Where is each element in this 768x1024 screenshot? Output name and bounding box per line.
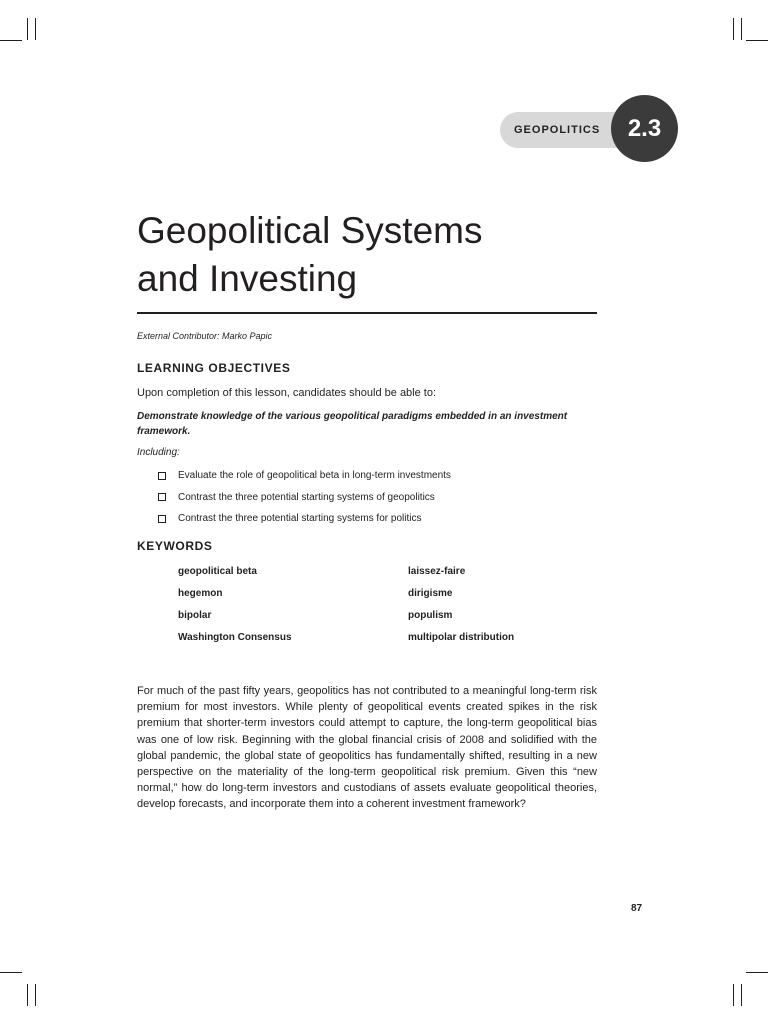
page-title-line: Geopolitical Systems [137, 210, 483, 251]
learning-objectives-heading: LEARNING OBJECTIVES [137, 361, 291, 375]
objectives-intro: Upon completion of this lesson, candidates should be able to: [137, 387, 437, 399]
keyword: geopolitical beta [178, 566, 257, 577]
body-paragraph: For much of the past fifty years, geopolitics has not contributed to a meaningful long-term risk premium for most investors. While plenty of geopolitical events created spikes in the risk premium that shorter-term investors could attempt to capture, the long-term geopolitical bias was one of low risk. Beginning with the global financial crisis of 2008 and solidified with the global pandemic, the global state of geopolitics has fundamentally shifted, resulting in a new perspective on the materiality of the long-term geopolitical risk premium. Given this “new normal,” how do long-term investors and custodians of assets evaluate geopolitical theories, develop forecasts, and incorporate them into a coherent investment framework? [137, 685, 597, 811]
objective-statement: Demonstrate knowledge of the various geopolitical paradigms embedded in an investment framework. [137, 411, 568, 437]
checkbox-icon [158, 515, 166, 523]
keywords-right-column [408, 564, 514, 652]
keyword: laissez-faire [408, 566, 466, 577]
section-name: GEOPOLITICS [514, 124, 601, 136]
keyword: populism [408, 610, 453, 621]
keyword: multipolar distribution [408, 632, 515, 643]
keyword: bipolar [178, 610, 212, 621]
keywords-heading: KEYWORDS [137, 539, 213, 553]
list-item [158, 465, 451, 487]
checkbox-icon [158, 472, 166, 480]
page-title [137, 207, 607, 303]
keywords-left-column [178, 564, 292, 652]
objective-item-text: Contrast the three potential starting systems of geopolitics [178, 491, 435, 503]
list-item [158, 508, 451, 530]
objectives-list [158, 465, 451, 530]
contributor-credit: External Contributor: Marko Papic [137, 331, 273, 341]
page-title-line: and Investing [137, 258, 358, 299]
keyword: hegemon [178, 588, 223, 599]
title-divider [137, 312, 597, 314]
objective-item-text: Evaluate the role of geopolitical beta in long-term investments [178, 470, 451, 482]
keyword: Washington Consensus [178, 632, 292, 643]
section-tab [500, 112, 628, 148]
checkbox-icon [158, 493, 166, 501]
list-item [158, 487, 451, 509]
page-number: 87 [631, 903, 643, 914]
section-number-badge: 2.3 [611, 95, 678, 162]
including-label: Including: [137, 447, 180, 458]
objective-item-text: Contrast the three potential starting systems for politics [178, 513, 422, 525]
keyword: dirigisme [408, 588, 453, 599]
